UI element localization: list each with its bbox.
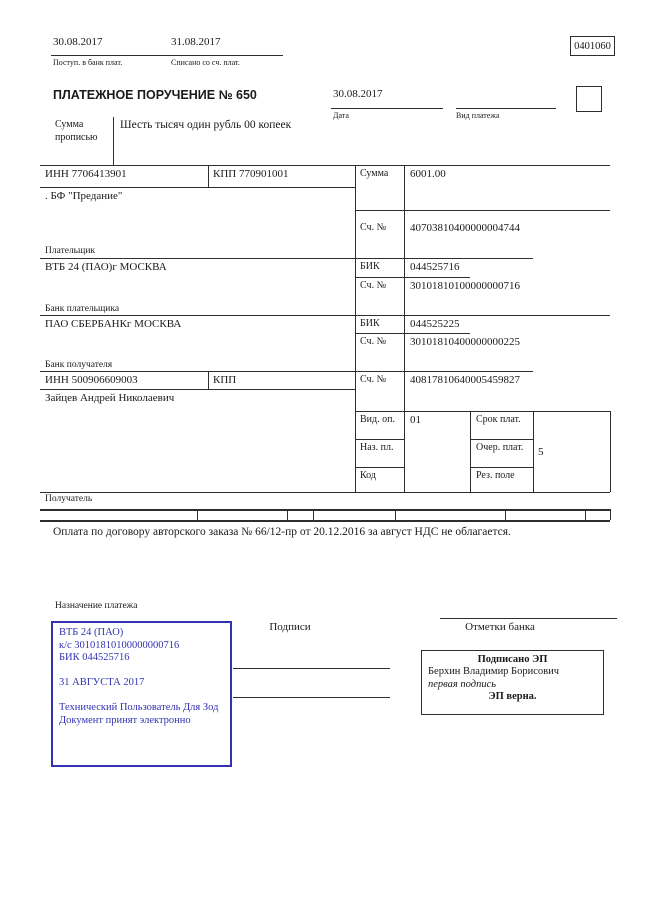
field-cell-divider: [610, 509, 611, 520]
code-label: Код: [360, 470, 376, 481]
status-box: [576, 86, 602, 112]
payer-kpp: КПП 770901001: [213, 168, 289, 180]
field-cell-divider: [505, 509, 506, 520]
table-line: [40, 371, 533, 372]
table-thick-line: [40, 520, 610, 522]
table-line: [40, 165, 610, 166]
beneficiary-bank-name: ПАО СБЕРБАНКг МОСКВА: [45, 318, 182, 330]
bank-marks-label: Отметки банка: [465, 621, 535, 633]
stamp-line: БИК 044525716: [59, 652, 130, 663]
field-cell-divider: [287, 509, 288, 520]
table-border: [208, 165, 209, 187]
received-date: 30.08.2017: [53, 36, 103, 48]
payment-purpose-text: Оплата по договору авторского заказа № 66/12-пр от 20.12.2016 за август НДС не облагается.: [53, 526, 511, 538]
table-line: [470, 467, 533, 468]
document-date: 30.08.2017: [333, 88, 383, 100]
table-line: [40, 315, 610, 316]
payer-inn: ИНН 7706413901: [45, 168, 127, 180]
beneficiary-inn: ИНН 500906609003: [45, 374, 138, 386]
table-line: [40, 187, 355, 188]
field-cell-divider: [585, 509, 586, 520]
esign-verified: ЭП верна.: [488, 691, 537, 702]
payer-bank-account: 30101810100000000716: [410, 280, 520, 292]
op-type-value: 01: [410, 414, 421, 426]
payer-bank-account-label: Сч. №: [360, 280, 387, 291]
table-line: [470, 439, 533, 440]
amount-words-label-1: Сумма: [55, 119, 84, 130]
beneficiary-account-label: Сч. №: [360, 374, 387, 385]
debited-date: 31.08.2017: [171, 36, 221, 48]
table-line: [40, 492, 610, 493]
date-underline: [331, 108, 443, 109]
table-thick-line: [40, 509, 610, 511]
payer-bank-name: ВТБ 24 (ПАО)г МОСКВА: [45, 261, 167, 273]
beneficiary-name: Зайцев Андрей Николаевич: [45, 392, 175, 404]
date-label: Дата: [333, 111, 349, 120]
payment-type-underline: [456, 108, 556, 109]
debited-date-label: Списано со сч. плат.: [171, 58, 240, 67]
stamp-line: ВТБ 24 (ПАО): [59, 627, 124, 638]
table-line: [355, 210, 610, 211]
esign-title: Подписано ЭП: [477, 654, 548, 665]
beneficiary-kpp-label: КПП: [213, 374, 237, 386]
op-type-label: Вид. оп.: [360, 414, 395, 425]
payer-bank-bik-label: БИК: [360, 261, 380, 272]
table-border: [404, 165, 405, 492]
due-date-label: Срок плат.: [476, 414, 521, 425]
stamp-line: к/с 30101810100000000716: [59, 639, 180, 651]
stamp-line-blank: [59, 690, 224, 703]
pay-purpose-label: Наз. пл.: [360, 442, 394, 453]
debited-date-underline: [171, 55, 283, 56]
order-value: 5: [538, 446, 544, 458]
table-border: [533, 411, 534, 492]
table-line: [355, 467, 404, 468]
amount-words-divider: [113, 117, 114, 165]
bank-stamp: [51, 621, 232, 767]
order-label: Очер. плат.: [476, 442, 524, 453]
payer-label: Плательщик: [45, 246, 96, 256]
bank-marks-line: [440, 618, 617, 619]
beneficiary-bank-label: Банк получателя: [45, 360, 113, 370]
table-line: [355, 439, 404, 440]
payer-account-label: Сч. №: [360, 222, 387, 233]
received-date-label: Поступ. в банк плат.: [53, 58, 123, 67]
beneficiary-label: Получатель: [45, 494, 93, 504]
reserve-field-label: Рез. поле: [476, 470, 515, 481]
stamp-line-blank: [59, 665, 224, 678]
amount-words-value: Шесть тысяч один рубль 00 копеек: [120, 119, 292, 131]
signature-line: [233, 697, 390, 698]
payer-name: . БФ "Предание": [45, 190, 123, 202]
document-title: ПЛАТЕЖНОЕ ПОРУЧЕНИЕ № 650: [53, 88, 257, 102]
payer-bank-label: Банк плательщика: [45, 304, 120, 314]
field-cell-divider: [197, 509, 198, 520]
payment-purpose-label: Назначение платежа: [55, 601, 138, 611]
signature-line: [233, 668, 390, 669]
stamp-line: 31 АВГУСТА 2017: [59, 677, 145, 688]
table-border: [470, 411, 471, 492]
field-cell-divider: [313, 509, 314, 520]
received-date-underline: [51, 55, 177, 56]
beneficiary-bank-bik: 044525225: [410, 318, 460, 330]
stamp-line: Технический Пользователь Для Зод: [59, 702, 219, 713]
beneficiary-bank-account: 30101810400000000225: [410, 336, 520, 348]
payer-bank-bik: 044525716: [410, 261, 460, 273]
table-border: [208, 371, 209, 389]
table-line: [40, 258, 533, 259]
table-line: [355, 411, 610, 412]
table-line: [355, 333, 470, 334]
payment-type-label: Вид платежа: [456, 111, 500, 120]
table-line: [355, 277, 470, 278]
field-cell-divider: [395, 509, 396, 520]
table-border: [355, 165, 356, 492]
payer-account: 40703810400000004744: [410, 222, 520, 234]
stamp-line: Документ принят электронно: [59, 714, 191, 726]
esign-name: Берхин Владимир Борисович: [428, 666, 559, 677]
beneficiary-bank-account-label: Сч. №: [360, 336, 387, 347]
amount-words-label-2: прописью: [55, 132, 98, 143]
table-line: [40, 389, 355, 390]
sum-value: 6001.00: [410, 168, 446, 180]
table-border: [610, 411, 611, 492]
form-code-box: 0401060: [570, 36, 615, 56]
signatures-label: Подписи: [269, 621, 311, 633]
beneficiary-bank-bik-label: БИК: [360, 318, 380, 329]
electronic-signature-box: [421, 650, 604, 715]
esign-subtitle: первая подпись: [428, 678, 497, 690]
sum-label: Сумма: [360, 168, 389, 179]
beneficiary-account: 40817810640005459827: [410, 374, 520, 386]
